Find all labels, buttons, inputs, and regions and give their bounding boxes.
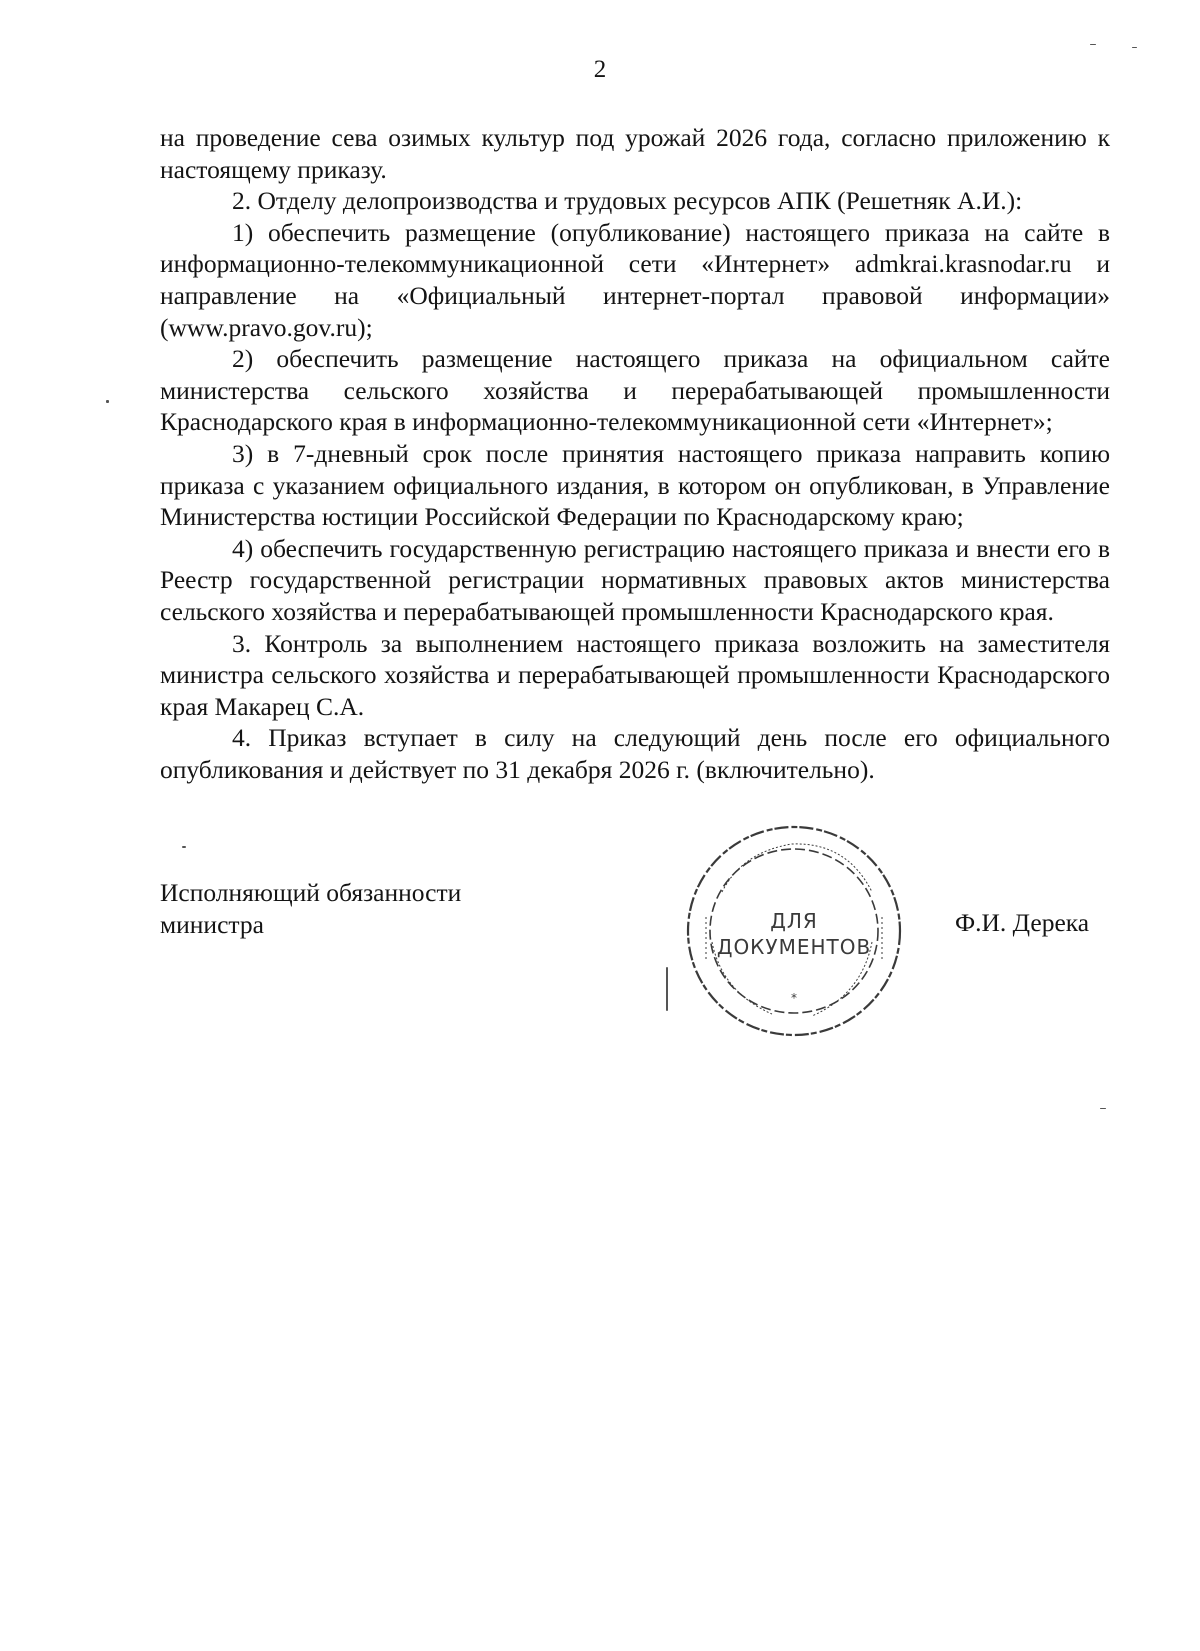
- paragraph-continuation: на проведение сева озимых культур под урожай 2026 года, согласно приложению к настоящему приказу.: [160, 123, 1110, 184]
- paragraph-subitem-4: 4) обеспечить государственную регистрацию настоящего приказа и внести его в Реестр государственной регистрации нормативных правовых актов министерства сельского хозяйства и перерабатывающей промышленности Краснодарского края.: [160, 533, 1110, 626]
- signer-name: Ф.И. Дерека: [955, 908, 1090, 937]
- paragraph-subitem-3: 3) в 7-дневный срок после принятия настоящего приказа направить копию приказа с указанием официального издания, в котором он опубликован, в Управление Министерства юстиции Российской Федерации по Краснодарскому краю;: [160, 438, 1110, 532]
- paragraph-item-3: 3. Контроль за выполнением настоящего приказа возложить на заместителя министра сельского хозяйства и перерабатывающей промышленности Краснодарского края Макарец С.А.: [160, 628, 1110, 721]
- signer-position: [160, 877, 461, 940]
- scan-speck: [1090, 44, 1096, 45]
- svg-text:*: *: [791, 991, 797, 1005]
- page-number: 2: [593, 56, 607, 83]
- seal-text-line1: ДЛЯ: [770, 909, 818, 933]
- scan-speck: [106, 400, 109, 403]
- document-body: [160, 122, 1110, 785]
- paragraph-subitem-2: 2) обеспечить размещение настоящего приказа на официальном сайте министерства сельского хозяйства и перерабатывающей промышленности Краснодарского края в информационно-телекоммуникационной сети «Интернет»;: [160, 344, 1110, 437]
- official-seal: [682, 822, 907, 1040]
- scan-speck: [182, 846, 186, 848]
- scan-speck: [1132, 47, 1137, 48]
- signer-position-line1: Исполняющий обязанности: [160, 878, 462, 907]
- scan-mark: [666, 967, 668, 1011]
- paragraph-subitem-1: 1) обеспечить размещение (опубликование) настоящего приказа на сайте в информационно-телекоммуникационной сети «Интернет» admkrai.krasnodar.ru и направление на «Официальный интернет-портал правовой информации» (www.pravo.gov.ru);: [160, 217, 1110, 342]
- signer-position-line2: министра: [160, 909, 264, 939]
- seal-text-line2: ДОКУМЕНТОВ: [716, 935, 872, 959]
- scan-speck: [1100, 1108, 1106, 1109]
- paragraph-item-4: 4. Приказ вступает в силу на следующий день после его официального опубликования и действует по 31 декабря 2026 г. (включительно).: [160, 723, 1110, 784]
- paragraph-item-2: 2. Отделу делопроизводства и трудовых ресурсов АПК (Решетняк А.И.):: [232, 186, 1023, 216]
- seal-icon: [682, 822, 907, 1040]
